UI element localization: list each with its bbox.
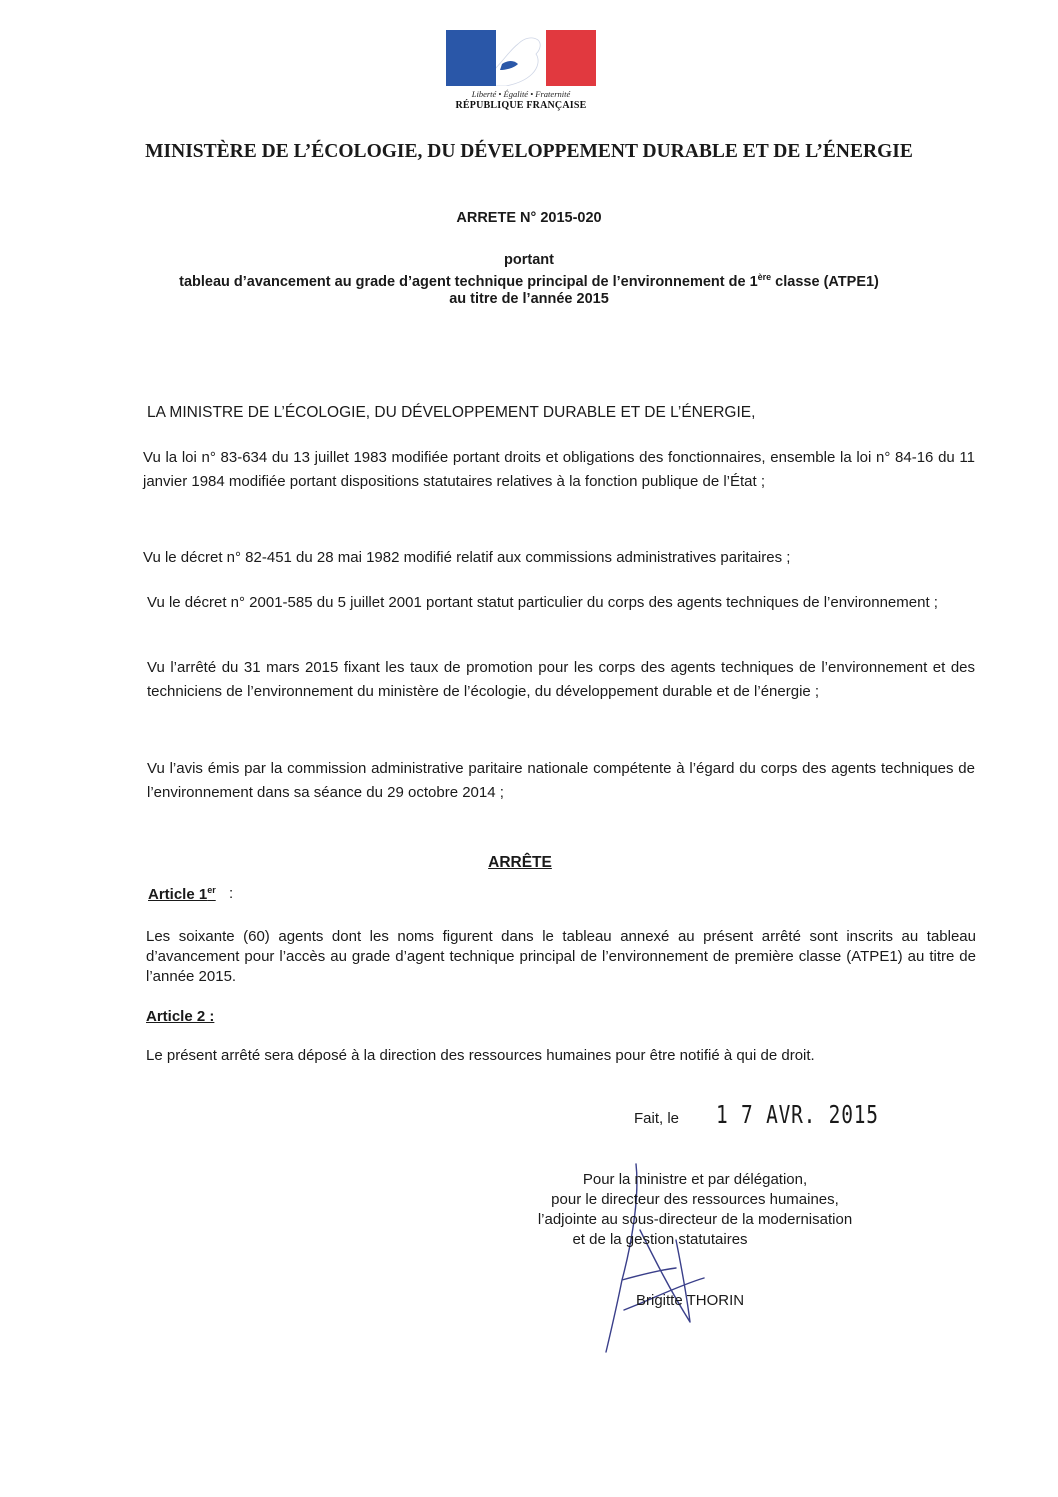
article-1-superscript: er bbox=[207, 885, 216, 895]
title-superscript: ère bbox=[757, 272, 772, 282]
arrete-heading: ARRÊTE bbox=[488, 854, 552, 871]
signature-line-1: Pour la ministre et par délégation, bbox=[582, 1171, 808, 1188]
title-text-end: classe (ATPE1) bbox=[771, 273, 879, 290]
ministry-header: MINISTÈRE DE L’ÉCOLOGIE, DU DÉVELOPPEMENT DURABLE ET DE L’ÉNERGIE bbox=[145, 141, 913, 162]
visa-paragraph-4: Vu l’arrêté du 31 mars 2015 fixant les taux de promotion pour les corps des agents techniques de l’environnement et des techniciens de l’environnement du ministère de l’écologie, du développement durable et de l’énergie ; bbox=[147, 659, 975, 700]
logo-motto: Liberté • Égalité • Fraternité bbox=[471, 89, 571, 99]
document-title-line1 bbox=[0, 272, 1058, 290]
signature-line-4: et de la gestion statutaires bbox=[572, 1231, 748, 1248]
document-title-line2: au titre de l’année 2015 bbox=[449, 291, 609, 307]
signature-line-2: pour le directeur des ressources humaines, bbox=[551, 1191, 839, 1208]
date-stamp: 1 7 AVR. 2015 bbox=[716, 1100, 879, 1129]
visa-paragraph-1: Vu la loi n° 83-634 du 13 juillet 1983 modifiée portant droits et obligations des fonctionnaires, ensemble la loi n° 84-16 du 11 janvier 1984 modifiée portant dispositions statutaires relatives à la fonction publique de l’État ; bbox=[143, 449, 975, 490]
visa-paragraph-2: Vu le décret n° 82-451 du 28 mai 1982 modifié relatif aux commissions administratives paritaires ; bbox=[143, 549, 791, 566]
article-1-title bbox=[148, 885, 216, 903]
marianne-logo bbox=[446, 30, 596, 111]
article-1-colon: : bbox=[229, 885, 234, 902]
signature-line-3: l’adjointe au sous-directeur de la modernisation bbox=[537, 1211, 853, 1228]
flag-blue-band bbox=[446, 30, 496, 86]
article-2-text: Le présent arrêté sera déposé à la direction des ressources humaines pour être notifié à qui de droit. bbox=[146, 1047, 815, 1064]
portant-label: portant bbox=[504, 252, 554, 268]
arrete-number: ARRETE N° 2015-020 bbox=[456, 210, 602, 226]
fait-le-label: Fait, le bbox=[634, 1110, 680, 1127]
minister-heading: LA MINISTRE DE L’ÉCOLOGIE, DU DÉVELOPPEMENT DURABLE ET DE L’ÉNERGIE, bbox=[147, 404, 756, 421]
article-2-title: Article 2 : bbox=[146, 1008, 215, 1025]
visa-paragraph-3: Vu le décret n° 2001-585 du 5 juillet 2001 portant statut particulier du corps des agents techniques de l’environnement ; bbox=[147, 594, 938, 611]
visa-paragraph-5: Vu l’avis émis par la commission administrative paritaire nationale compétente à l’égard du corps des agents techniques de l’environnement dans sa séance du 29 octobre 2014 ; bbox=[147, 760, 975, 801]
article-1-label: Article 1 bbox=[148, 886, 208, 903]
flag-red-band bbox=[546, 30, 596, 86]
logo-republique: RÉPUBLIQUE FRANÇAISE bbox=[455, 100, 587, 111]
article-1-text: Les soixante (60) agents dont les noms figurent dans le tableau annexé au présent arrêté sont inscrits au tableau d’avancement pour l’accès au grade d’agent technique principal de l’environnement de première classe (ATPE1) au titre de l’année 2015. bbox=[146, 928, 976, 985]
signer-name: Brigitte THORIN bbox=[636, 1292, 745, 1309]
tricolor-flag bbox=[446, 30, 596, 86]
title-text: tableau d’avancement au grade d’agent technique principal de l’environnement de 1 bbox=[179, 273, 758, 290]
signature-block bbox=[490, 1170, 900, 1250]
flag-white-band bbox=[496, 30, 546, 86]
marianne-profile-icon bbox=[496, 30, 546, 86]
